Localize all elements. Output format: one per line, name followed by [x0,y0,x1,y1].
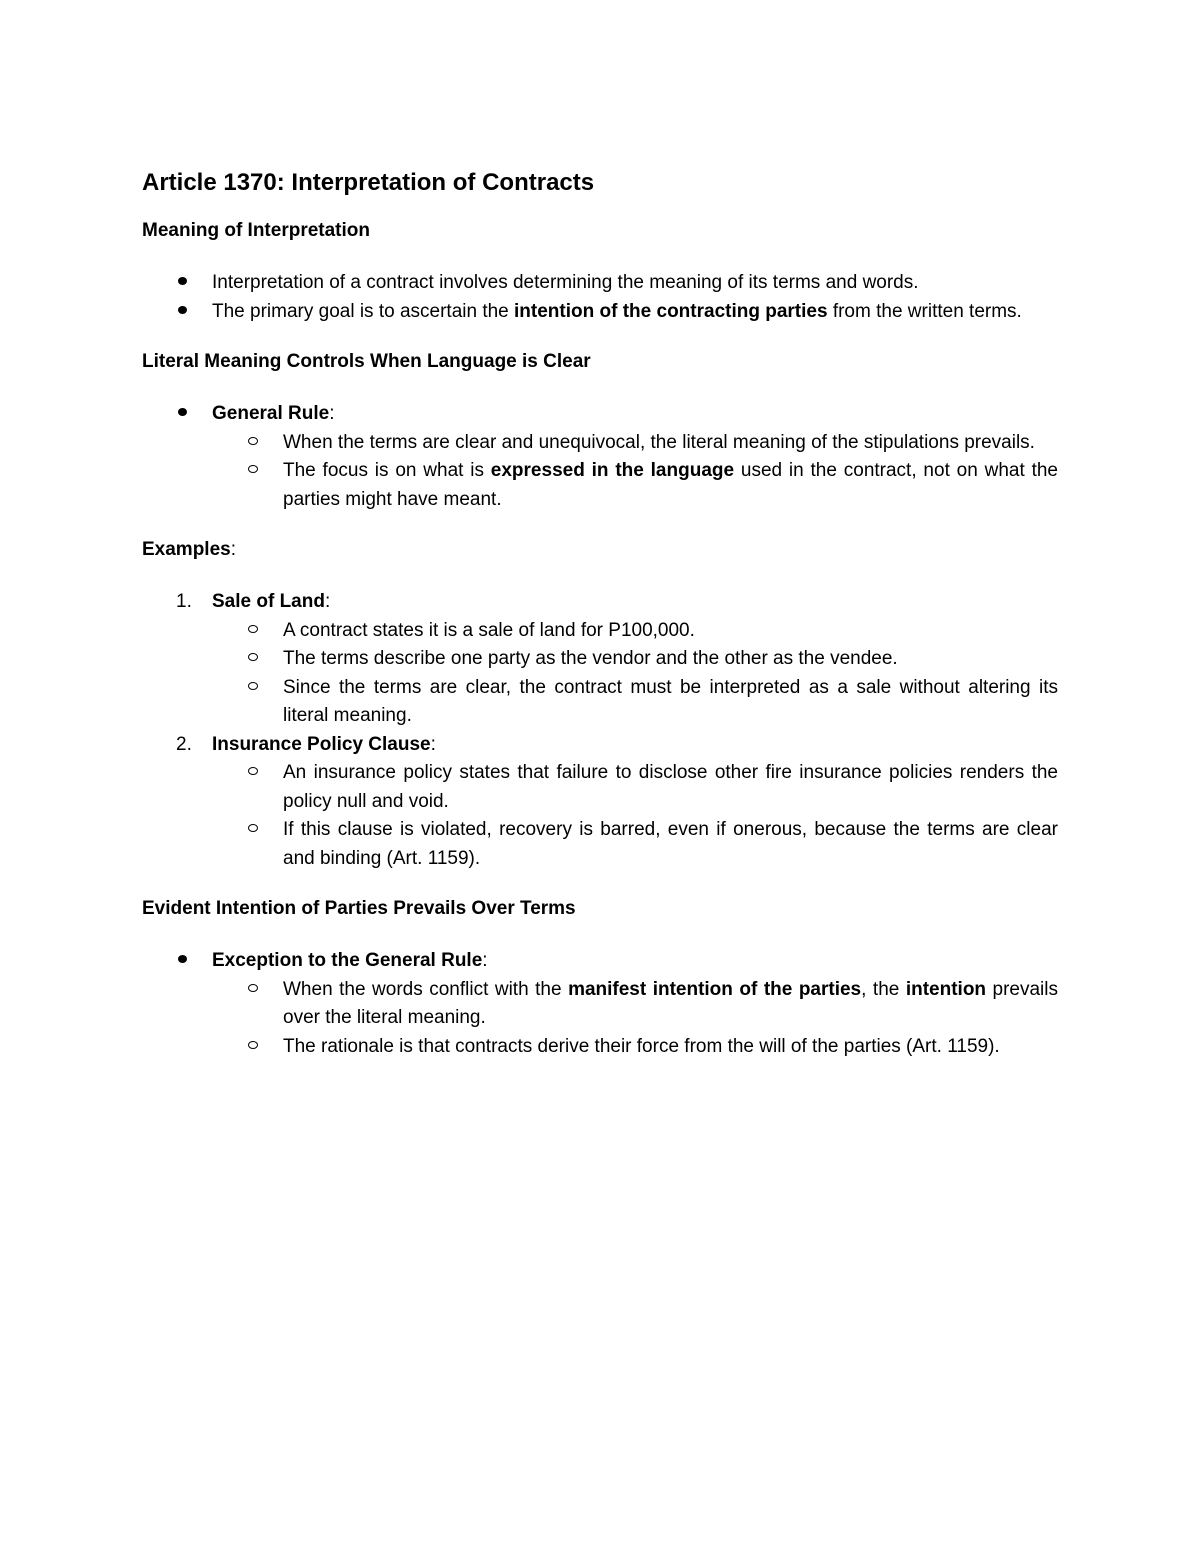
bullet-icon [178,269,187,298]
circle-bullet-icon [248,457,258,486]
sub-list-item: When the words conflict with the manifest intention of the parties, the intention prevails over the literal meaning. [142,976,1058,1033]
bullet-list-literal [142,400,1058,514]
circle-bullet-icon [248,759,258,788]
page-title: Article 1370: Interpretation of Contracts [142,169,595,196]
sub-list-item: An insurance policy states that failure to disclose other fire insurance policies renders the policy null and void. [142,759,1058,816]
bullet-icon [178,400,187,429]
bullet-list-exception [142,947,1058,1061]
numbered-item-insurance-policy: 2. Insurance Policy Clause: [176,733,436,755]
circle-bullet-icon [248,429,258,458]
sub-list-item: A contract states it is a sale of land for P100,000. [142,617,1058,646]
circle-bullet-icon [248,674,258,703]
circle-bullet-icon [248,645,258,674]
section-heading-examples: Examples: [142,539,237,560]
list-item: The primary goal is to ascertain the intention of the contracting parties from the written terms. [142,298,1058,327]
sub-list-item: When the terms are clear and unequivocal, the literal meaning of the stipulations prevails. [142,429,1058,458]
sub-list-item: The terms describe one party as the vendor and the other as the vendee. [142,645,1058,674]
numbered-item-sale-of-land: 1. Sale of Land: [176,591,331,612]
sub-list-item: The focus is on what is expressed in the language used in the contract, not on what the parties might have meant. [142,457,1058,514]
bullet-icon [178,947,187,976]
sub-list-item: If this clause is violated, recovery is barred, even if onerous, because the terms are clear and binding (Art. 1159). [142,816,1058,873]
document-body [142,165,1058,1061]
section-heading-literal-meaning: Literal Meaning Controls When Language is Clear [142,351,591,372]
list-item: Interpretation of a contract involves determining the meaning of its terms and words. [142,269,1058,298]
circle-bullet-icon [248,617,258,646]
numbered-list-examples [142,588,1058,873]
section-heading-evident-intention: Evident Intention of Parties Prevails Over Terms [142,898,576,919]
bullet-list-meaning [142,269,1058,326]
list-item: General Rule: [142,400,1058,429]
circle-bullet-icon [248,816,258,845]
section-heading-meaning: Meaning of Interpretation [142,220,370,241]
circle-bullet-icon [248,976,258,1005]
circle-bullet-icon [248,1033,258,1062]
sub-list-item: Since the terms are clear, the contract must be interpreted as a sale without altering its literal meaning. [142,674,1058,731]
bullet-icon [178,298,187,327]
sub-list-item: The rationale is that contracts derive their force from the will of the parties (Art. 1159). [142,1033,1058,1062]
list-item: Exception to the General Rule: [142,947,1058,976]
